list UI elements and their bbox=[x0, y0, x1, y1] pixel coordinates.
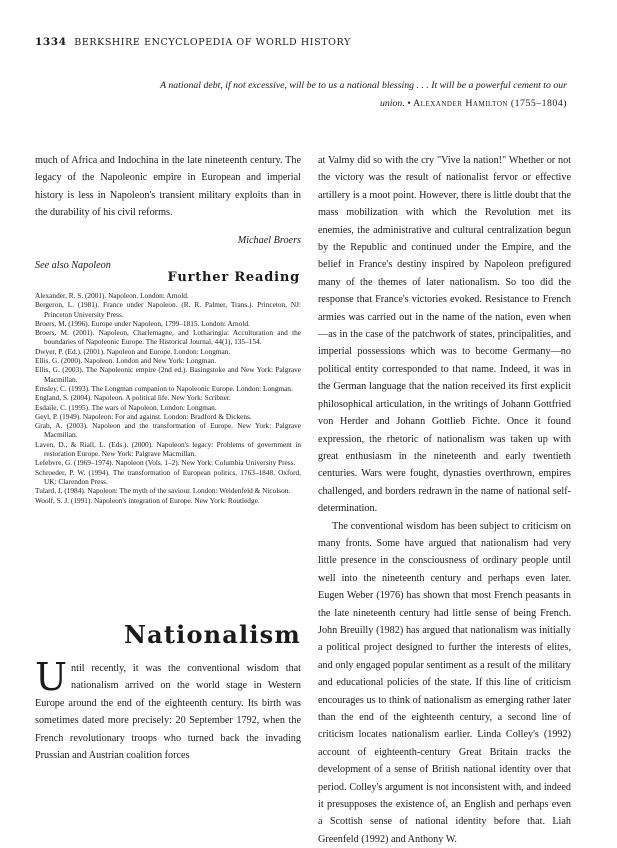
reference-item: Alexander, R. S. (2001). Napoleon. London: Arnold. bbox=[35, 291, 189, 300]
article-author: Michael Broers bbox=[237, 234, 301, 246]
reference-item: Schroeder, P. W. (1994). The transformation of European politics, 1763–1848. Oxford, UK: Clarendon Press. bbox=[35, 467, 301, 486]
reference-item: Geyl, P. (1949). Napoleon: For and against. London: Bradford & Dickens. bbox=[35, 411, 252, 421]
reference-item: Broers, M. (2001). Napoleon, Charlemagne, and Lotharingia: Acculturation and the boundaries of Napoleonic Europe. The Historical Journal, 44(1), 135–154. bbox=[35, 328, 301, 347]
reference-item: Broers, M. (1996). Europe under Napoleon, 1799–1815. London: Arnold. bbox=[35, 318, 250, 328]
reference-item: Bergeron, L. (1981). France under Napoleon. (R. R. Palmer, Trans.). Princeton, NJ: Princeton University Press. bbox=[35, 300, 301, 319]
epigraph bbox=[147, 77, 567, 113]
epigraph-text: A national debt, if not excessive, will be to us a national blessing . . . It will be a powerful cement to our union. bbox=[160, 80, 567, 109]
article-title: Nationalism bbox=[123, 620, 301, 649]
reference-item: Woolf, S. J. (1991). Napoleon's integration of Europe. New York: Routledge. bbox=[35, 495, 260, 505]
body-paragraph: at Valmy did so with the cry "Vive la nation!" Whether or not the victory was the result of nationalist fervor or effective artillery is a moot point. However, there is little doubt that the mass mobilization with which the Revolution met its enemies, the administrative and cultural centralization begun by the Republic and continued under the Empire, and the belief in France's destiny inspired by Napoleon prefigured many of the themes of later nationalism. So too did the response that France's victories evoked. Resistance to French armies was carried out in the name of the nation, even when—as in the case of the patchwork of states, principalities, and imperial possessions which was to become Germany—no political entity corresponded to that name. Indeed, it was in the German language that the nation received its first explicit philosophical articulation, in the writings of Johann Gottfried von Herder and Johann Gottlieb Fichte. Once it found expression, the rhetoric of nationalism was taken up with great enthusiasm in the nineteenth and early twentieth centuries. Wars were fought, dynasties overthrown, empires challenged, and borders redrawn in the name of national self-determination. bbox=[318, 155, 571, 515]
drop-cap: U bbox=[35, 655, 68, 699]
reference-item: Emsley, C. (1993). The Longman companion to Napoleonic Europe. London: Longman. bbox=[35, 383, 293, 393]
intro-text: ntil recently, it was the conventional wisdom that nationalism arrived on the world stage in Western Europe around the end of the eighteenth century. Its birth was sometimes dated more precisely: 20 September 1792, when the French revolutionary troops who turned back the invading Prussian and Austrian coalition forces bbox=[35, 663, 301, 762]
page-number: 1334 bbox=[35, 36, 67, 48]
right-column bbox=[318, 152, 571, 848]
body-paragraph: The conventional wisdom has been subject to criticism on many fronts. Some have argued that nationalism had very little presence in the consciousness of ordinary people until well into the nineteenth century and perhaps even later. Eugen Weber (1976) has shown that most French peasants in the late nineteenth century had little sense of being French. John Breuilly (1982) has argued that nationalism was initially a political project designed to further the interests of elites, and only engaged popular sentiment as a result of the military and educational policies of the state. If this line of criticism encourages us to think of nationalism as emerging rather later than the end of the eighteenth century, a second line of criticism locates nationalism earlier. Linda Colley's (1992) account of eighteenth-century Great Britain tracks the development of a sense of British national identity over that period. Colley's argument is not inconsistent with, and indeed it presupposes the existence of, an English and perhaps even a Scottish sense of national identity before that. Liah Greenfeld (1992) and Anthony W. bbox=[318, 520, 571, 845]
reference-item: Esdaile, C. (1995). The wars of Napoleon. London: Longman. bbox=[35, 402, 217, 412]
see-also: See also Napoleon bbox=[35, 260, 111, 272]
reference-item: England, S. (2004). Napoleon. A political life. New York: Scribner. bbox=[35, 393, 231, 403]
reference-item: Ellis, G. (2000). Napoleon. London and New York: Longman. bbox=[35, 356, 217, 366]
reference-item: Tulard, J. (1984). Napoleon: The myth of the saviour. London: Weidenfeld & Nicolson. bbox=[35, 486, 291, 496]
running-header bbox=[35, 36, 351, 48]
epigraph-attribution: Alexander Hamilton (1755–1804) bbox=[413, 98, 567, 109]
reference-item: Grab, A. (2003). Napoleon and the transformation of Europe. New York: Palgrave Macmillan. bbox=[35, 421, 301, 440]
reference-item: Lefebvre, G. (1969–1974). Napoleon (Vols. 1–2). New York: Columbia University Press. bbox=[35, 458, 296, 468]
reference-item: Laven, D., & Riall, L. (Eds.). (2000). Napoleon's legacy: Problems of government in restoration Europe. New York: Palgrave Macmillan. bbox=[35, 439, 301, 459]
reference-list bbox=[35, 291, 301, 505]
continued-paragraph: much of Africa and Indochina in the late nineteenth century. The legacy of the Napoleonic empire in European and imperial history is less in Napoleon's transient military exploits than in the durability of his civil reforms. bbox=[35, 155, 301, 219]
reference-item: Dwyer, P. (Ed.). (2001). Napoleon and Europe. London: Longman. bbox=[35, 346, 231, 356]
article-intro bbox=[35, 655, 301, 764]
further-reading-heading: Further Reading bbox=[167, 270, 300, 285]
running-title: BERKSHIRE ENCYCLOPEDIA OF WORLD HISTORY bbox=[74, 37, 351, 48]
left-column bbox=[35, 152, 301, 274]
epigraph-bullet: • bbox=[407, 98, 411, 109]
reference-item: Ellis, G. (2003). The Napoleonic empire (2nd ed.). Basingstoke and New York: Palgrave Macmillan. bbox=[35, 365, 301, 384]
